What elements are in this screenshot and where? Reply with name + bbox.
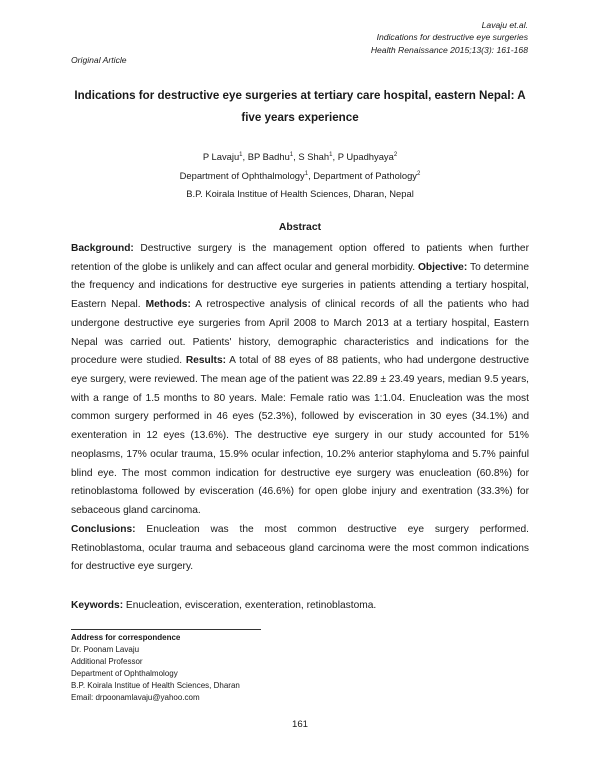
author-list	[60, 148, 540, 167]
author-name: BP Badhu	[247, 151, 290, 162]
author-affiliation-mark: 1	[239, 152, 243, 158]
affiliation-mark: 2	[417, 170, 421, 177]
correspondence-position: Additional Professor	[71, 657, 143, 667]
results-text: A total of 88 eyes of 88 patients, who had undergone destructive eye surgery, were reviewed. The mean age of the patient was 22.89 ± 23.49 years, median 9.5 years, with a range of 1.5 months to 80 years. Male: Female ratio was 1:1.04. Enucleation was the most common surgery performed in 46 eyes (52.3%), followed by evisceration in 30 eyes (34.1%) and exenteration in 12 eyes (13.6%). The destructive eye surgery in our study accounted for 51% neoplasms, 17% ocular trauma, 15.9% ocular infection, 10.2% anterior staphyloma and 5.7% painful blind eye. The most common indication for destructive eye surgery was enucleation (60.8%) for retinoblastoma followed by evisceration (46.6%) for open globe injury and exentration (33.3%) for sebaceous gland carcinoma.	[71, 355, 529, 517]
correspondence-email: Email: drpoonamlavaju@yahoo.com	[71, 693, 200, 703]
running-head	[228, 19, 528, 56]
methods-text: A retrospective analysis of clinical records of all the patients who had undergone destructive eye surgeries from April 2008 to March 2013 at a tertiary hospital, Eastern Nepal was carried out. Patients' history, demographic characteristics and indications for the procedure were studied.	[71, 299, 529, 367]
affiliation-dept-2: Department of Pathology	[313, 169, 417, 181]
affiliation-mark: 1	[304, 170, 309, 177]
paper-title	[60, 85, 540, 129]
keywords-label: Keywords:	[71, 600, 124, 611]
correspondence-address	[71, 632, 240, 705]
objective-text: To determine the frequency and indications for destructive eye surgeries in patients attending a tertiary hospital, Eastern Nepal.	[71, 261, 529, 311]
running-author: Lavaju et.al.	[481, 20, 528, 30]
conclusions-paragraph	[71, 521, 529, 577]
author-affiliation-mark: 1	[329, 152, 333, 158]
author-separator: ,	[242, 151, 248, 162]
keywords	[71, 598, 529, 614]
correspondence-institute: B.P. Koirala Institue of Health Sciences, Dharan	[71, 681, 240, 691]
article-type: Original Article	[71, 55, 127, 65]
affiliation-separator: ,	[308, 169, 314, 181]
author-block	[60, 148, 540, 204]
author-name: P Upadhyaya	[337, 151, 394, 162]
affiliation-institute: B.P. Koirala Institue of Health Sciences, Dharan, Nepal	[186, 188, 414, 199]
paper-title-line-2: five years experience	[241, 111, 359, 124]
journal-citation: Health Renaissance 2015;13(3): 161-168	[370, 44, 528, 55]
results-label: Results:	[185, 355, 227, 367]
footnote-divider	[71, 629, 261, 630]
correspondence-department: Department of Ophthalmology	[71, 669, 178, 679]
author-affiliation-mark: 2	[393, 152, 398, 158]
conclusions-text: Enucleation was the most common destructive eye surgery performed. Retinoblastoma, ocular trauma and sebaceous gland carcinoma were the most common indications for destructive eye surgery.	[71, 523, 529, 573]
affiliation-dept-1: Department of Ophthalmology	[179, 169, 305, 181]
methods-label: Methods:	[145, 299, 191, 311]
abstract-heading: Abstract	[278, 222, 322, 233]
affiliation-departments	[60, 167, 540, 186]
objective-label: Objective:	[417, 261, 468, 273]
abstract-paragraph	[71, 240, 529, 521]
keywords-text: Enucleation, evisceration, exenteration, retinoblastoma.	[123, 600, 377, 611]
correspondence-heading: Address for correspondence	[71, 633, 181, 642]
author-separator: ,	[293, 151, 299, 162]
author-affiliation-mark: 1	[289, 152, 294, 158]
page-number: 161	[291, 719, 308, 730]
background-label: Background:	[71, 243, 134, 254]
abstract-body	[71, 240, 529, 577]
conclusions-label: Conclusions:	[71, 523, 136, 535]
correspondence-name: Dr. Poonam Lavaju	[71, 645, 140, 655]
author-name: P Lavaju	[202, 151, 240, 162]
author-separator: ,	[332, 151, 338, 162]
paper-title-line-1: Indications for destructive eye surgeries at tertiary care hospital, eastern Nepal: A	[74, 89, 526, 102]
background-text: Destructive surgery is the management option offered to patients when further retention of the globe is unlikely and can affect ocular and general morbidity.	[71, 243, 529, 273]
author-name: S Shah	[298, 151, 330, 162]
running-title: Indications for destructive eye surgeries	[376, 32, 528, 43]
